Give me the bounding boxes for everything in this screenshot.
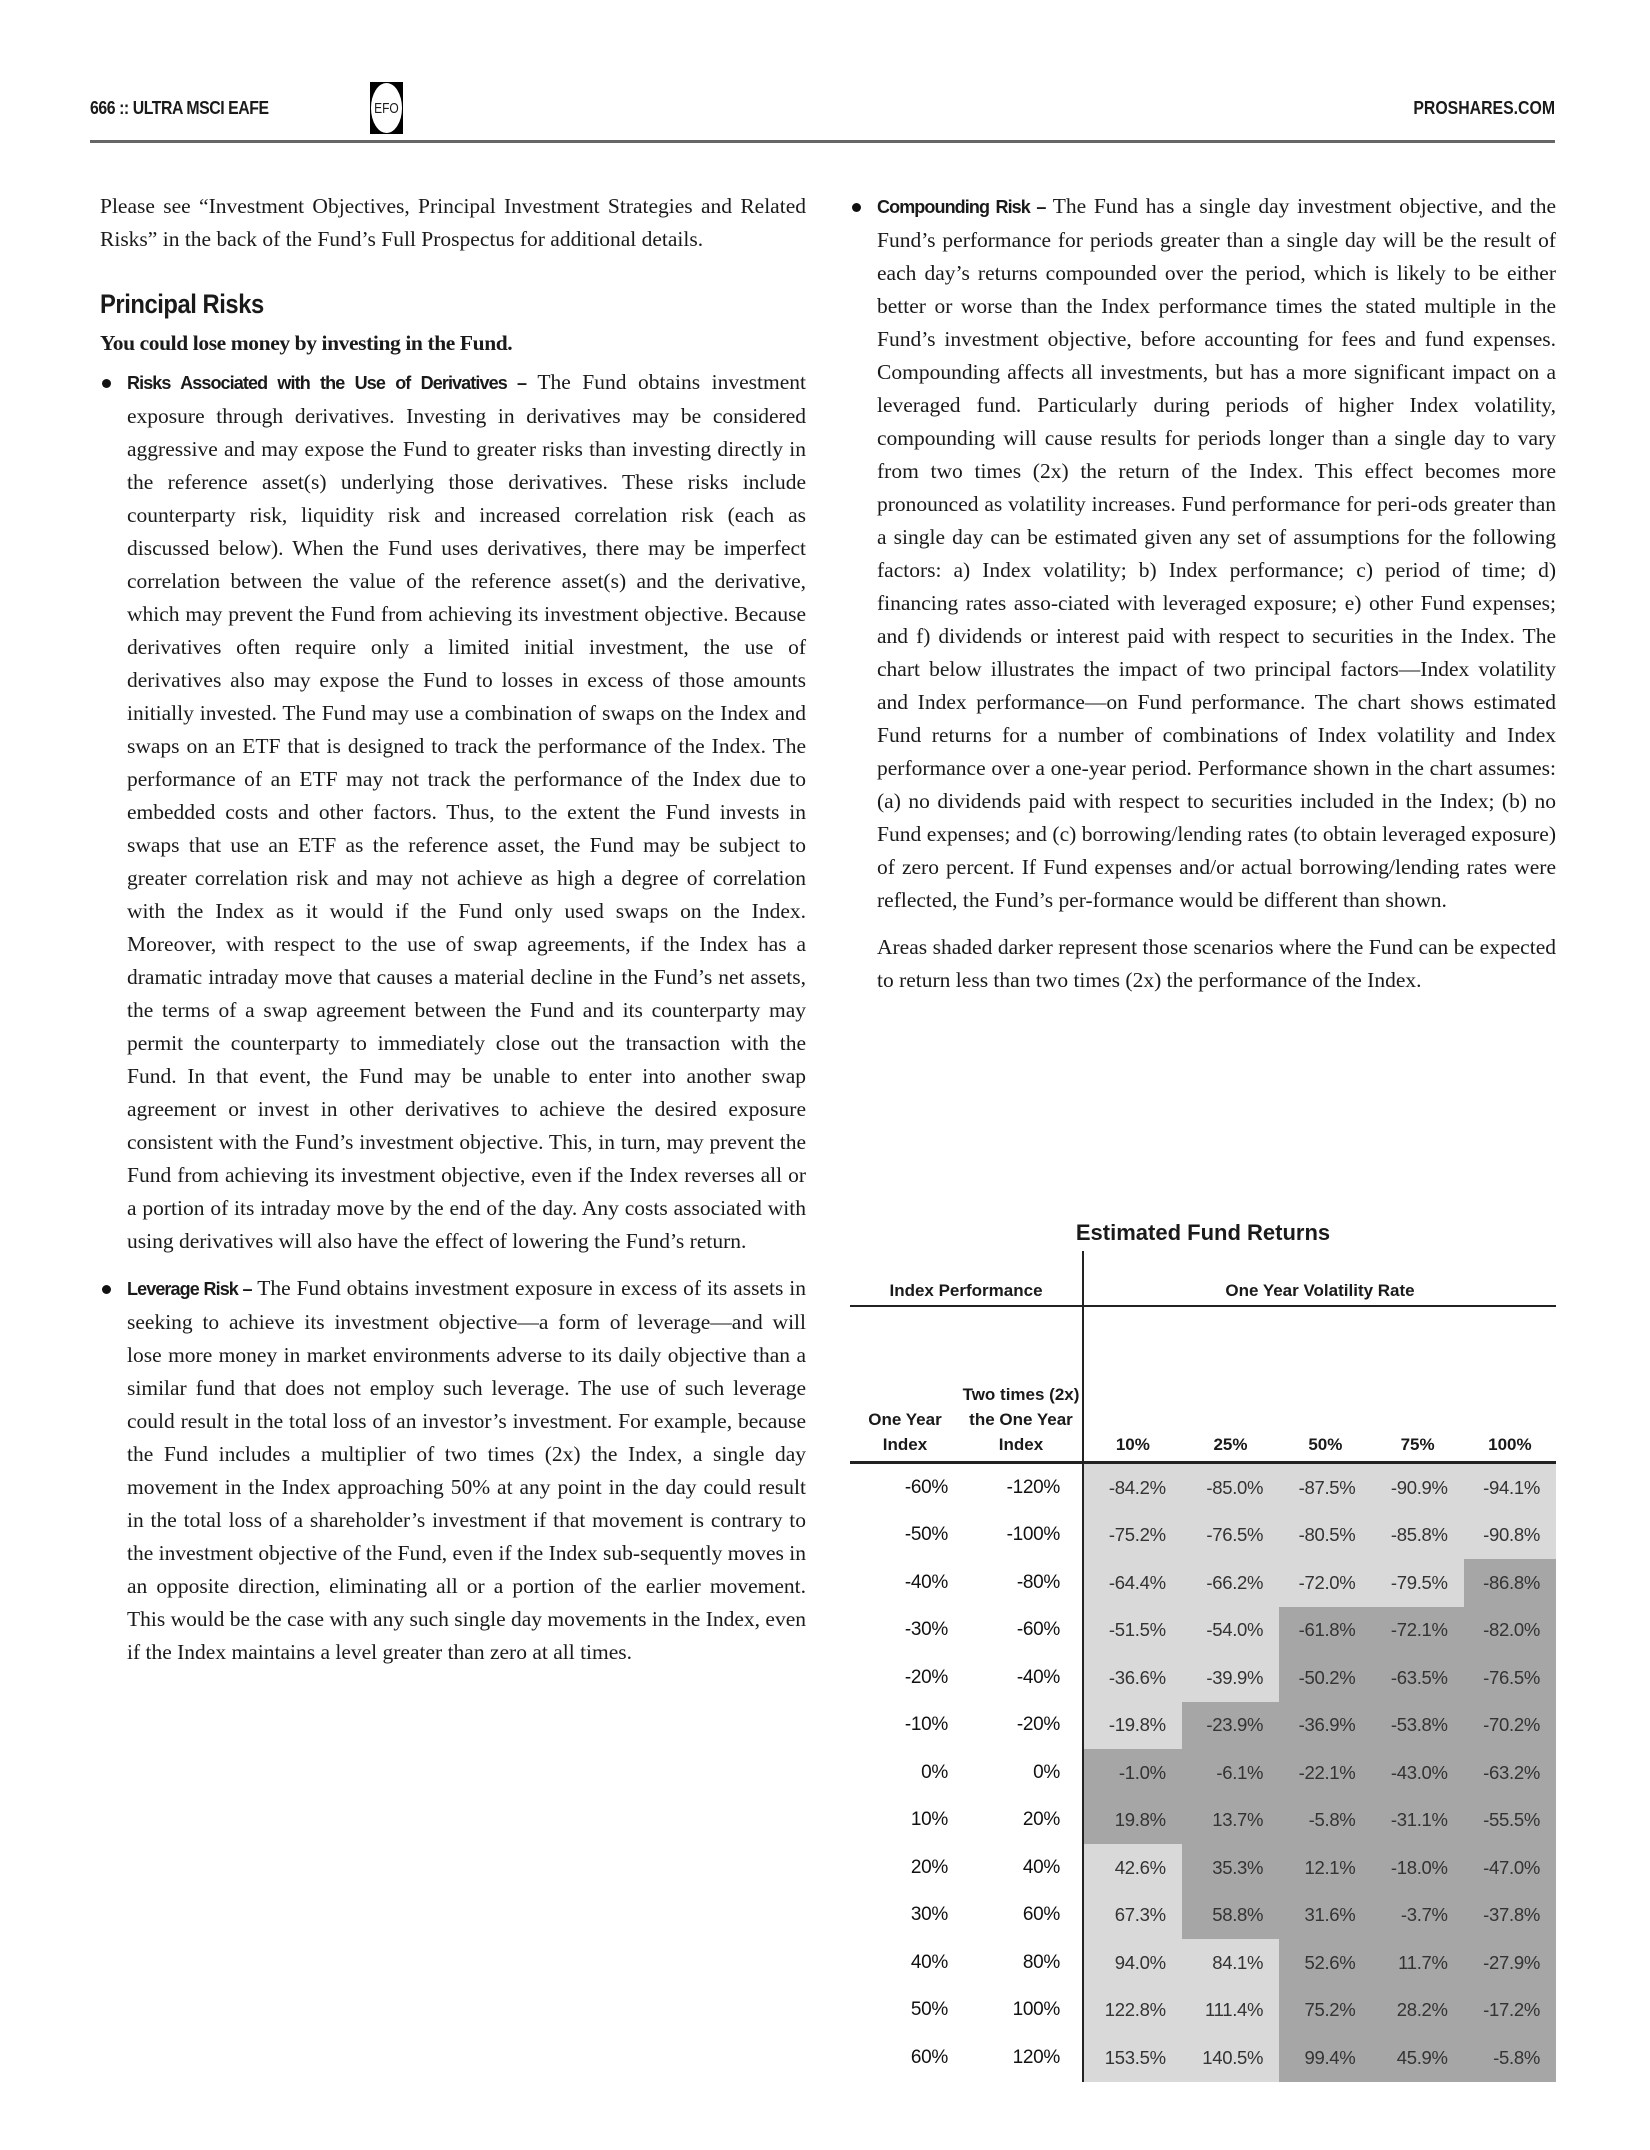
risk-text: The Fund obtains investment exposure in excess of its assets in seeking to achieve its investment objective—a form of leverage—and will lose more money in market environments adverse to its daily objective than a similar fund that does not employ such leverage. The use of such leverage could result in the total loss of an investor’s investment. For example, because the Fund includes a multiplier of two times (2x) the Index, a single day movement in the Index approaching 50% at any point in the day could result in the total loss of a shareholder’s investment if that movement is contrary to the investment objective of the Fund, even if the Index sub-sequently moves in an opposite direction, eliminating all or a portion of the earlier movement. This would be the case with any such single day movements in the Index, even if the Index maintains a level greater than zero at all times.: [127, 1276, 806, 1664]
estimated-returns-table-block: [850, 1215, 1556, 2082]
cell-fund-return: -85.0%: [1182, 1463, 1279, 1512]
cell-one-year-index: 60%: [910, 2046, 948, 2068]
cell-one-year-index: -30%: [904, 1619, 948, 1641]
header-volatility-rate: One Year Volatility Rate: [1083, 1251, 1556, 1306]
cell-fund-return: -1.0%: [1083, 1749, 1182, 1797]
cell-fund-return: 122.8%: [1083, 1987, 1182, 2035]
cell-fund-return: -76.5%: [1464, 1654, 1556, 1702]
cell-two-times-index: -40%: [960, 1654, 1083, 1702]
cell-fund-return: 67.3%: [1083, 1892, 1182, 1940]
cell-fund-return: 42.6%: [1083, 1844, 1182, 1892]
cell-fund-return: -23.9%: [1182, 1702, 1279, 1750]
cell-fund-return: 52.6%: [1279, 1939, 1371, 1987]
cell-fund-return: -47.0%: [1464, 1844, 1556, 1892]
table-title: Estimated Fund Returns: [1075, 1220, 1331, 1245]
risk-title: Leverage Risk –: [127, 1279, 252, 1299]
header-vol-25: 25%: [1182, 1306, 1279, 1463]
estimated-returns-table: [850, 1251, 1556, 2082]
left-column: [100, 190, 806, 1669]
table-row: [850, 1702, 1556, 1750]
cell-two-times-index: -80%: [960, 1559, 1083, 1607]
cell-fund-return: -76.5%: [1182, 1512, 1279, 1560]
cell-two-times-index: -100%: [960, 1512, 1083, 1560]
header-two-times-index: Two times (2x) the One Year Index: [960, 1306, 1083, 1463]
cell-fund-return: -80.5%: [1279, 1512, 1371, 1560]
table-row: [850, 1939, 1556, 1987]
cell-fund-return: -87.5%: [1279, 1463, 1371, 1512]
table-row: [850, 1654, 1556, 1702]
table-body: [850, 1463, 1556, 2082]
cell-fund-return: -36.9%: [1279, 1702, 1371, 1750]
table-row: [850, 1844, 1556, 1892]
cell-fund-return: -79.5%: [1371, 1559, 1463, 1607]
cell-fund-return: 94.0%: [1083, 1939, 1182, 1987]
cell-one-year-index: -10%: [904, 1714, 948, 1736]
header-vol-100: 100%: [1464, 1306, 1556, 1463]
cell-fund-return: -70.2%: [1464, 1702, 1556, 1750]
cell-two-times-index: 40%: [960, 1844, 1083, 1892]
cell-fund-return: -51.5%: [1083, 1607, 1182, 1655]
risk-item-leverage: [100, 1272, 806, 1669]
cell-fund-return: 153.5%: [1083, 2034, 1182, 2082]
cell-fund-return: -63.2%: [1464, 1749, 1556, 1797]
cell-two-times-index: 60%: [960, 1892, 1083, 1940]
shading-note: Areas shaded darker represent those scenarios where the Fund can be expected to return less than two times (2x) the performance of the Index.: [877, 935, 1556, 992]
intro-paragraph: Please see “Investment Objectives, Principal Investment Strategies and Related Risks” in the back of the Fund’s Full Prospectus for additional details.: [100, 194, 806, 251]
cell-fund-return: -27.9%: [1464, 1939, 1556, 1987]
cell-two-times-index: -120%: [960, 1463, 1083, 1512]
cell-one-year-index: 0%: [921, 1761, 948, 1783]
cell-fund-return: -31.1%: [1371, 1797, 1463, 1845]
cell-one-year-index: 50%: [910, 1999, 948, 2021]
cell-two-times-index: -60%: [960, 1607, 1083, 1655]
ticker-badge: [370, 82, 403, 134]
cell-fund-return: -86.8%: [1464, 1559, 1556, 1607]
risk-text: The Fund obtains investment exposure through derivatives. Investing in derivatives may be considered aggressive and may expose the Fund to greater risks than investing directly in the reference asset(s) underlying those derivatives. These risks include counterparty risk, liquidity risk and increased correlation risk (each as discussed below). When the Fund uses derivatives, there may be imperfect correlation between the value of the reference asset(s) and the derivative, which may prevent the Fund from achieving its investment objective. Because derivatives often require only a limited initial investment, the use of derivatives also may expose the Fund to losses in excess of those amounts initially invested. The Fund may use a combination of swaps on the Index and swaps on an ETF that is designed to track the performance of the Index. The performance of an ETF may not track the performance of the Index due to embedded costs and other factors. Thus, to the extent the Fund invests in swaps that use an ETF as the reference asset, the Fund may be subject to greater correlation risk and may not achieve as high a degree of correlation with the Index as it would if the Fund only used swaps on the Index. Moreover, with respect to the use of swap agreements, if the Index has a dramatic intraday move that causes a material decline in the Fund’s net assets, the terms of a swap agreement between the Fund and its counterparty may permit the counterparty to immediately close out the transaction with the Fund. In that event, the Fund may be unable to enter into another swap agreement or invest in other derivatives to achieve the desired exposure consistent with the Fund’s investment objective. This, in turn, may prevent the Fund from achieving its investment objective, even if the Index reverses all or a portion of its intraday move by the end of the day. Any costs associated with using derivatives will also have the effect of lowering the Fund’s return.: [127, 370, 806, 1253]
cell-fund-return: -43.0%: [1371, 1749, 1463, 1797]
cell-fund-return: -6.1%: [1182, 1749, 1279, 1797]
table-row: [850, 1463, 1556, 1512]
cell-two-times-index: 120%: [960, 2034, 1083, 2082]
bullet-icon: [102, 1285, 111, 1294]
cell-fund-return: -37.8%: [1464, 1892, 1556, 1940]
page-header: [90, 82, 1555, 134]
cell-one-year-index: 30%: [910, 1904, 948, 1926]
cell-fund-return: -82.0%: [1464, 1607, 1556, 1655]
cell-fund-return: 12.1%: [1279, 1844, 1371, 1892]
page-label: 666 :: ULTRA MSCI EAFE: [90, 98, 269, 118]
cell-fund-return: -90.9%: [1371, 1463, 1463, 1512]
cell-fund-return: -22.1%: [1279, 1749, 1371, 1797]
header-vol-50: 50%: [1279, 1306, 1371, 1463]
risk-item-derivatives: [100, 366, 806, 1258]
site-url: PROSHARES.COM: [1413, 98, 1555, 118]
cell-fund-return: -18.0%: [1371, 1844, 1463, 1892]
cell-one-year-index: -20%: [904, 1666, 948, 1688]
cell-fund-return: -63.5%: [1371, 1654, 1463, 1702]
cell-one-year-index: -40%: [904, 1571, 948, 1593]
table-row: [850, 1559, 1556, 1607]
cell-fund-return: -64.4%: [1083, 1559, 1182, 1607]
cell-fund-return: -61.8%: [1279, 1607, 1371, 1655]
header-vol-75: 75%: [1371, 1306, 1463, 1463]
cell-fund-return: -85.8%: [1371, 1512, 1463, 1560]
table-row: [850, 1987, 1556, 2035]
cell-fund-return: -5.8%: [1464, 2034, 1556, 2082]
header-one-year-index: One Year Index: [850, 1306, 960, 1463]
cell-fund-return: 140.5%: [1182, 2034, 1279, 2082]
cell-fund-return: 111.4%: [1182, 1987, 1279, 2035]
cell-fund-return: -54.0%: [1182, 1607, 1279, 1655]
cell-fund-return: 75.2%: [1279, 1987, 1371, 2035]
cell-fund-return: -66.2%: [1182, 1559, 1279, 1607]
header-vol-10: 10%: [1083, 1306, 1182, 1463]
cell-fund-return: 19.8%: [1083, 1797, 1182, 1845]
table-row: [850, 2034, 1556, 2082]
cell-fund-return: -72.1%: [1371, 1607, 1463, 1655]
ticker-badge-circle: [371, 83, 402, 133]
header-divider: [90, 140, 1555, 143]
cell-fund-return: -75.2%: [1083, 1512, 1182, 1560]
risk-item-compounding: [850, 190, 1556, 917]
cell-fund-return: 13.7%: [1182, 1797, 1279, 1845]
table-row: [850, 1797, 1556, 1845]
risk-title: Compounding Risk –: [877, 197, 1046, 217]
cell-fund-return: 31.6%: [1279, 1892, 1371, 1940]
cell-two-times-index: 0%: [960, 1749, 1083, 1797]
cell-fund-return: -39.9%: [1182, 1654, 1279, 1702]
cell-fund-return: 28.2%: [1371, 1987, 1463, 2035]
cell-one-year-index: 20%: [910, 1856, 948, 1878]
header-index-performance: Index Performance: [850, 1251, 1083, 1306]
table-row: [850, 1749, 1556, 1797]
cell-fund-return: -72.0%: [1279, 1559, 1371, 1607]
cell-fund-return: 35.3%: [1182, 1844, 1279, 1892]
lead-statement: You could lose money by investing in the Fund.: [100, 331, 513, 355]
cell-fund-return: -50.2%: [1279, 1654, 1371, 1702]
bullet-icon: [852, 203, 861, 212]
table-row: [850, 1892, 1556, 1940]
table-row: [850, 1607, 1556, 1655]
cell-fund-return: 84.1%: [1182, 1939, 1279, 1987]
cell-fund-return: -17.2%: [1464, 1987, 1556, 2035]
ticker-text: EFO: [374, 99, 399, 117]
risk-text: The Fund has a single day investment objective, and the Fund’s performance for periods greater than a single day will be the result of each day’s returns compounded over the period, which is likely to be either better or worse than the Index performance times the stated multiple in the Fund’s investment objective, before accounting for fees and fund expenses. Compounding affects all investments, but has a more significant impact on a leveraged fund. Particularly during periods of higher Index volatility, compounding will cause results for periods longer than a single day to vary from two times (2x) the return of the Index. This effect becomes more pronounced as volatility increases. Fund performance for peri-ods greater than a single day can be estimated given any set of assumptions for the following factors: a) Index volatility; b) Index performance; c) period of time; d) financing rates asso-ciated with leveraged exposure; e) other Fund expenses; and f) dividends or interest paid with respect to securities in the Index. The chart below illustrates the impact of two principal factors—Index volatility and Index performance—on Fund performance. The chart shows estimated Fund returns for a number of combinations of Index volatility and Index performance over a one-year period. Performance shown in the chart assumes: (a) no dividends paid with respect to securities included in the Index; (b) no Fund expenses; and (c) borrowing/lending rates (to obtain leveraged exposure) of zero percent. If Fund expenses and/or actual borrowing/lending rates were reflected, the Fund’s per-formance would be different than shown.: [877, 194, 1556, 912]
cell-one-year-index: -50%: [904, 1524, 948, 1546]
cell-one-year-index: 10%: [910, 1809, 948, 1831]
cell-two-times-index: -20%: [960, 1702, 1083, 1750]
cell-fund-return: -90.8%: [1464, 1512, 1556, 1560]
cell-two-times-index: 100%: [960, 1987, 1083, 2035]
cell-fund-return: 11.7%: [1371, 1939, 1463, 1987]
cell-one-year-index: 40%: [910, 1951, 948, 1973]
table-row: [850, 1512, 1556, 1560]
cell-fund-return: -84.2%: [1083, 1463, 1182, 1512]
right-column: [850, 190, 1556, 997]
cell-fund-return: -55.5%: [1464, 1797, 1556, 1845]
cell-fund-return: -5.8%: [1279, 1797, 1371, 1845]
cell-two-times-index: 20%: [960, 1797, 1083, 1845]
cell-fund-return: -36.6%: [1083, 1654, 1182, 1702]
section-title: Principal Risks: [100, 289, 264, 319]
risk-title: Risks Associated with the Use of Derivatives –: [127, 373, 527, 393]
cell-one-year-index: -60%: [904, 1476, 948, 1498]
cell-fund-return: 99.4%: [1279, 2034, 1371, 2082]
cell-fund-return: -3.7%: [1371, 1892, 1463, 1940]
bullet-icon: [102, 379, 111, 388]
cell-fund-return: -53.8%: [1371, 1702, 1463, 1750]
cell-fund-return: 45.9%: [1371, 2034, 1463, 2082]
cell-fund-return: -94.1%: [1464, 1463, 1556, 1512]
cell-fund-return: -19.8%: [1083, 1702, 1182, 1750]
cell-fund-return: 58.8%: [1182, 1892, 1279, 1940]
cell-two-times-index: 80%: [960, 1939, 1083, 1987]
